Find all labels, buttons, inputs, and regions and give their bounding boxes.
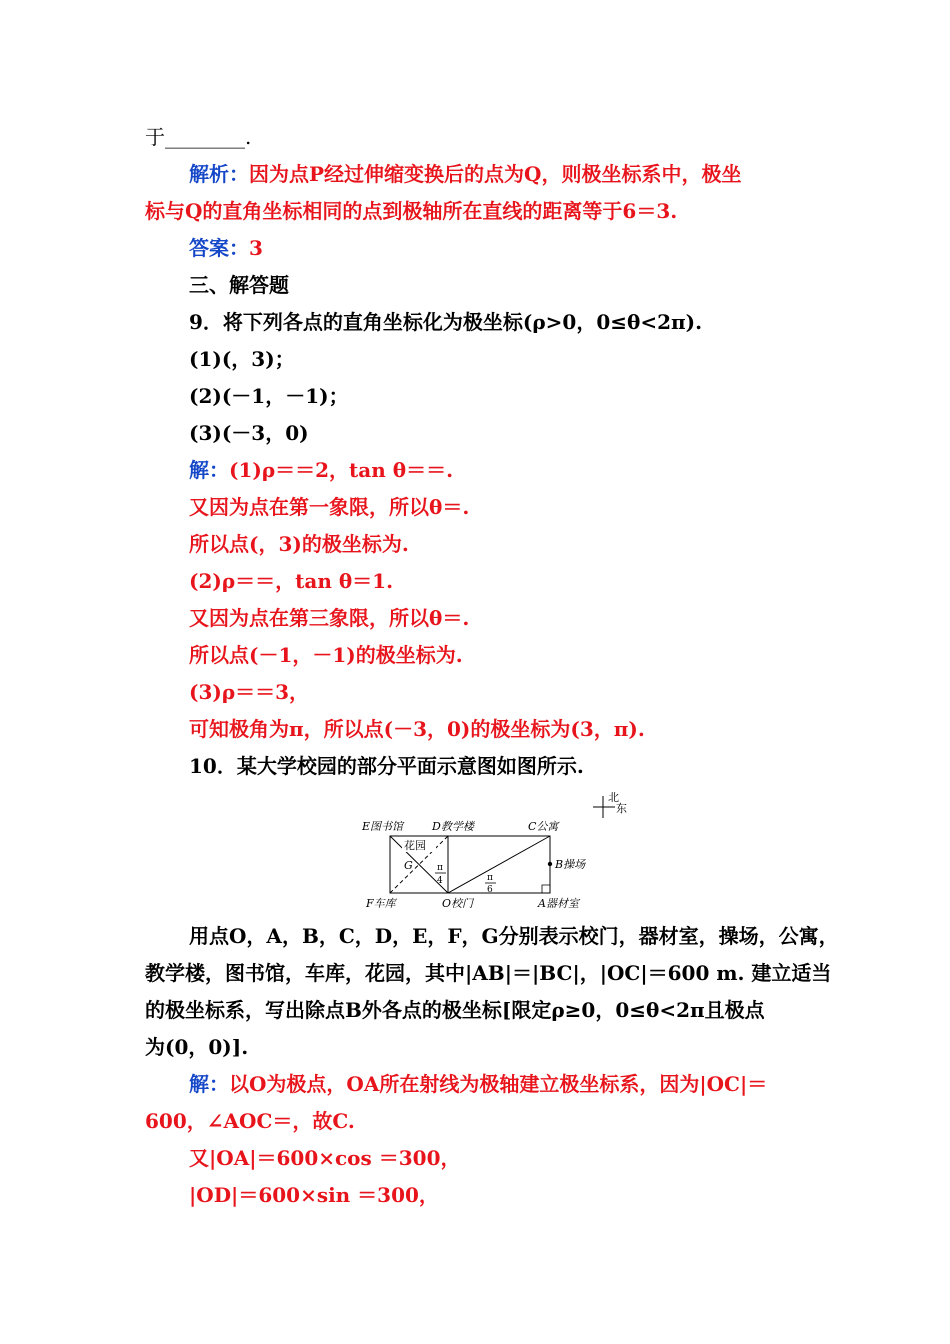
label-F: F车库 [366,897,396,910]
line-text: 于________. [145,125,252,149]
label-E: E图书馆 [362,820,404,833]
question-9-item-1: (1)(，3)； [189,347,295,371]
question-10-line-4: 为(0，0)]. [145,1035,249,1059]
angle-pi-6-num: π [487,873,493,883]
label-D: D教学楼 [432,820,474,833]
label-C: C公寓 [528,820,559,833]
angle-pi-6-den: 6 [487,885,493,895]
solution-10-text: 以O为极点，OA所在射线为极轴建立极坐标系，因为|OC|＝ [229,1072,768,1096]
label-A: A器材室 [538,897,579,910]
solution-9-line-3: 所以点(，3)的极坐标为. [189,532,409,556]
solution-10-line-2: 600，∠AOC＝，故C. [145,1109,355,1133]
question-10-line-2: 教学楼，图书馆，车库，花园，其中|AB|＝|BC|，|OC|＝600 m. 建立适当 [145,961,832,985]
analysis-line-1 [189,160,741,188]
label-B: B操场 [555,858,586,871]
solution-text: (1)ρ＝＝2，tan θ＝＝. [229,458,454,482]
section-heading: 三、解答题 [189,273,289,297]
label-G: G [404,859,413,872]
solution-9-line-5: 又因为点在第三象限，所以θ＝. [189,606,470,630]
label-garden: 花园 [404,839,426,852]
question-10-line-3: 的极坐标系，写出除点B外各点的极坐标[限定ρ≥0，0≤θ<2π且极点 [145,998,765,1022]
solution-label: 解： [189,458,229,482]
answer-label: 答案： [189,236,249,260]
solution-10-line-4: |OD|＝600×sin ＝300， [189,1183,439,1207]
solution-9-line-1 [189,456,453,484]
analysis-text: 因为点P经过伸缩变换后的点为Q，则极坐标系中，极坐 [249,162,742,186]
solution-9-line-8: 可知极角为π，所以点(－3，0)的极坐标为(3，π). [189,717,645,741]
angle-pi-4-den: 4 [437,876,443,886]
compass-east-label: 东 [616,802,627,815]
solution-10-line-3: 又|OA|＝600×cos ＝300， [189,1146,461,1170]
question-9-item-2: (2)(－1，－1)； [189,384,349,408]
angle-pi-4-num: π [437,863,443,873]
analysis-line-2: 标与Q的直角坐标相同的点到极轴所在直线的距离等于6＝3. [145,199,678,223]
solution-9-line-2: 又因为点在第一象限，所以θ＝. [189,495,470,519]
solution-10-line-1 [189,1070,767,1098]
question-9: 9．将下列各点的直角坐标化为极坐标(ρ>0，0≤θ<2π). [189,310,703,334]
label-O: O校门 [442,897,474,910]
question-10-line-1: 用点O，A，B，C，D，E，F，G分别表示校门，器材室，操场，公寓， [189,924,839,948]
compass-icon [593,791,627,818]
line-blank-answer [145,123,251,151]
solution-9-line-4: (2)ρ＝＝，tan θ＝1. [189,569,394,593]
compass-north-label: 北 [608,791,619,804]
answer-line [189,234,263,262]
solution-10-label: 解： [189,1072,229,1096]
path-O-C [448,836,550,893]
question-9-item-3: (3)(－3，0) [189,421,309,445]
campus-diagram [360,788,650,916]
solution-9-line-7: (3)ρ＝＝3， [189,680,310,704]
analysis-label: 解析： [189,162,249,186]
question-10: 10．某大学校园的部分平面示意图如图所示. [189,754,584,778]
answer-value: 3 [249,236,263,260]
point-B [548,862,552,866]
solution-9-line-6: 所以点(－1，－1)的极坐标为. [189,643,463,667]
